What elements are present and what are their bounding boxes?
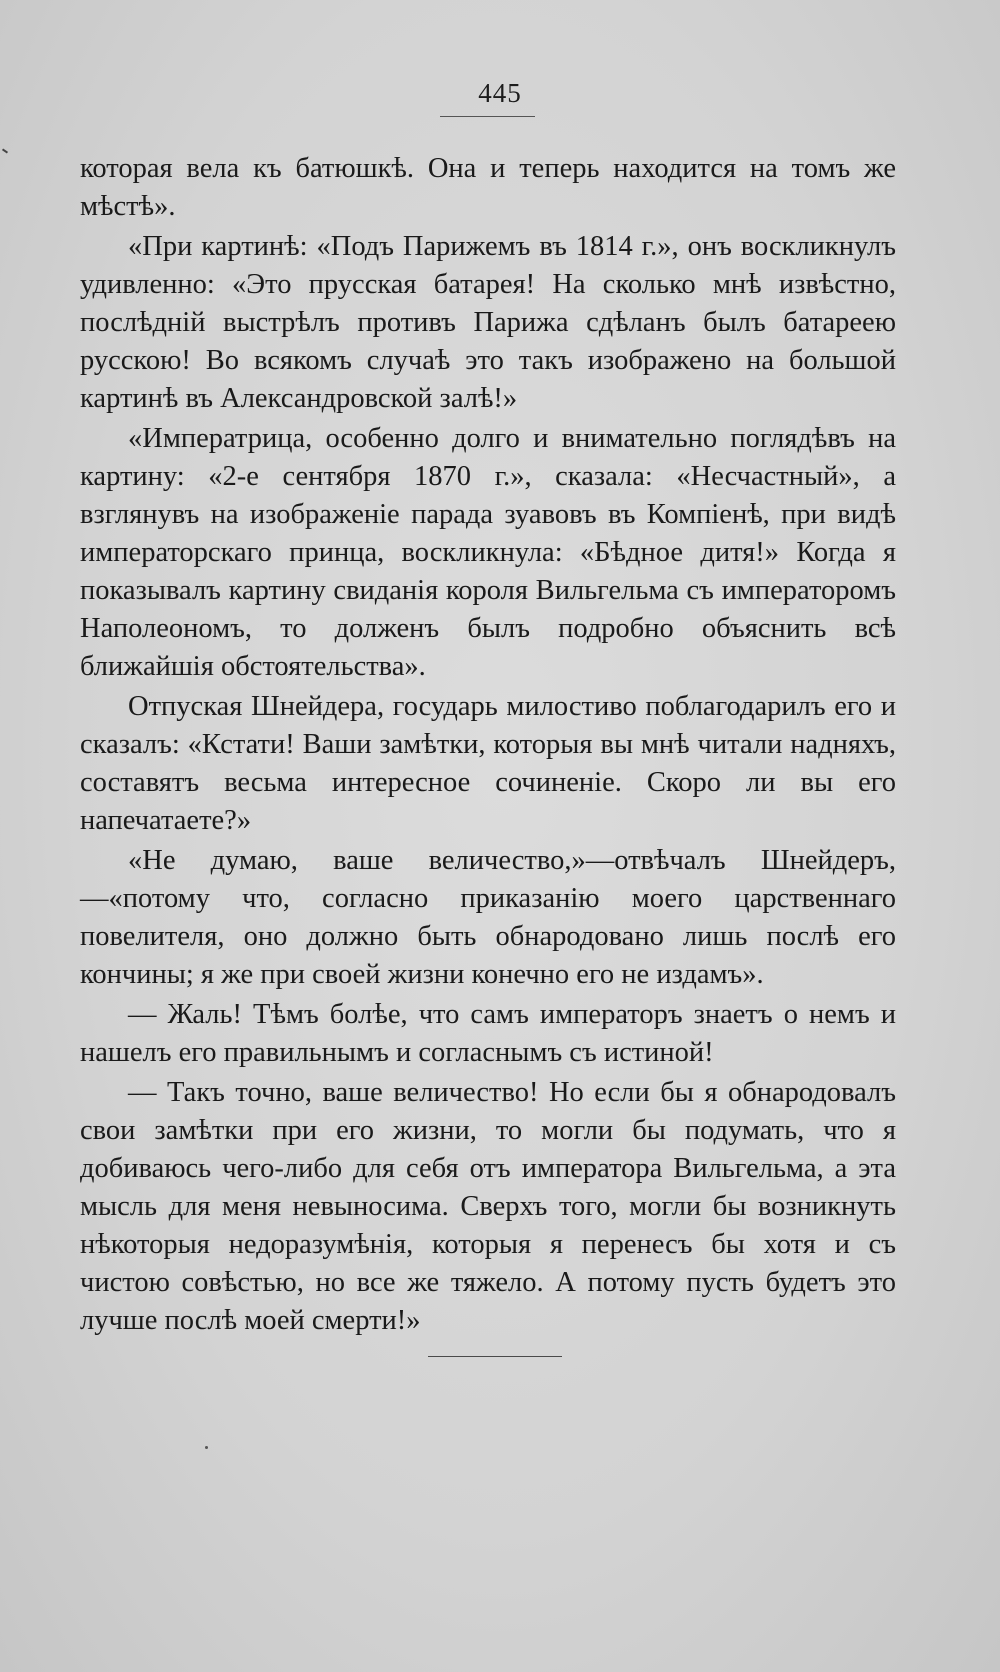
header-rule xyxy=(440,116,535,117)
end-rule xyxy=(428,1356,562,1357)
edge-mark xyxy=(2,148,8,153)
paragraph: которая вела къ батюшкѣ. Она и теперь находится на томъ же мѣстѣ». xyxy=(80,153,896,222)
paragraph: «Императрица, особенно долго и внимательно поглядѣвъ на картину: «2-е сентября 1870 г.», сказала: «Несчастный», а взглянувъ на изображеніе парада зуавовъ въ Компіенѣ, при видѣ императорскаго принца, воскликнула: «Бѣдное дитя!» Когда я показывалъ картину свиданія короля Вильгельма съ императоромъ Наполеономъ, то долженъ былъ подробно объяснить всѣ ближайшія обстоятельства». xyxy=(80,423,896,682)
paragraph: — Жаль! Тѣмъ болѣе, что самъ императоръ знаетъ о немъ и нашелъ его правильнымъ и согласнымъ съ истиной! xyxy=(80,999,896,1068)
page-number: 445 xyxy=(478,78,522,108)
paragraph: «При картинѣ: «Подъ Парижемъ въ 1814 г.», онъ воскликнулъ удивленно: «Это прусская батарея! На сколько мнѣ извѣстно, послѣдній выстрѣлъ противъ Парижа сдѣланъ былъ батареею русскою! Во всякомъ случаѣ это такъ изображено на большой картинѣ въ Александровской залѣ!» xyxy=(80,231,896,414)
paragraph: Отпуская Шнейдера, государь милостиво поблагодарилъ его и сказалъ: «Кстати! Ваши замѣтки, которыя вы мнѣ читали надняхъ, составятъ весьма интересное сочиненіе. Скоро ли вы его напечатаете?» xyxy=(80,691,896,836)
body-text xyxy=(80,150,896,1340)
paragraph: — Такъ точно, ваше величество! Но если бы я обнародовалъ свои замѣтки при его жизни, то могли бы подумать, что я добиваюсь чего-либо для себя отъ императора Вильгельма, а эта мысль для меня невыносима. Сверхъ того, могли бы возникнуть нѣкоторыя недоразумѣнія, которыя я перенесъ бы хотя и съ чистою совѣстью, но все же тяжело. А потому пусть будетъ это лучше послѣ моей смерти!» xyxy=(80,1077,896,1336)
ink-speck xyxy=(205,1446,208,1449)
paragraph: «Не думаю, ваше величество,»—отвѣчалъ Шнейдеръ,—«потому что, согласно приказанію моего царственнаго повелителя, оно должно быть обнародовано лишь послѣ его кончины; я же при своей жизни конечно его не издамъ». xyxy=(80,845,896,990)
